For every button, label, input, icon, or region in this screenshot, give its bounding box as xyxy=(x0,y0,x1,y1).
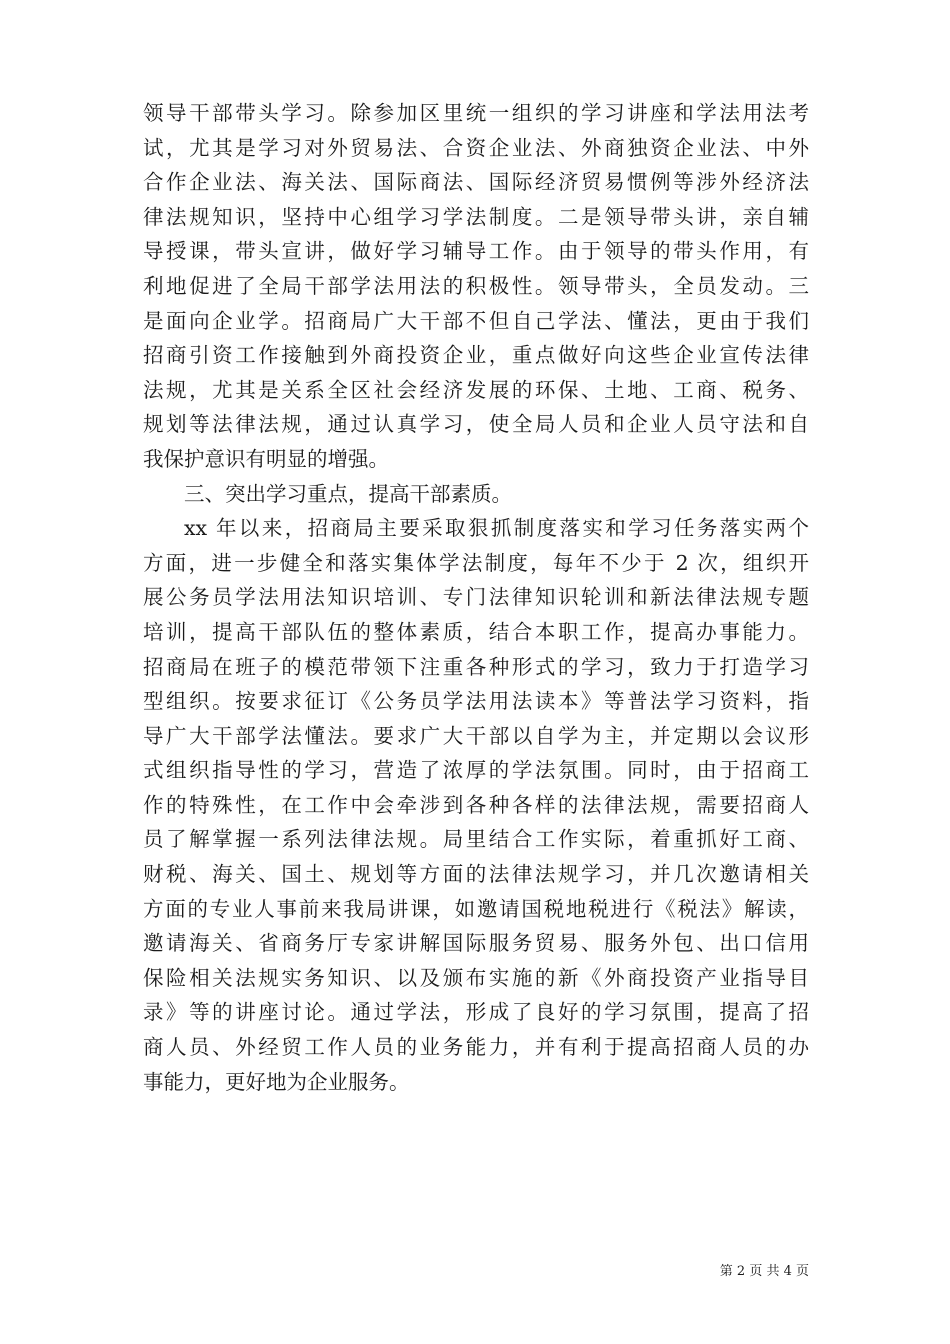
text-line-5: 导授课，带头宣讲，做好学习辅导工作。由于领导的带头作用，有 xyxy=(143,239,809,264)
text-line-29: 事能力，更好地为企业服务。 xyxy=(143,1069,410,1094)
text-line-17: 招商局在班子的模范带领下注重各种形式的学习，致力于打造学习 xyxy=(143,654,809,679)
text-line-22: 员了解掌握一系列法律法规。局里结合工作实际，着重抓好工商、 xyxy=(143,827,809,852)
text-line-2: 试，尤其是学习对外贸易法、合资企业法、外商独资企业法、中外 xyxy=(143,135,809,160)
text-line-18: 型组织。按要求征订《公务员学法用法读本》等普法学习资料，指 xyxy=(143,689,809,714)
text-line-1: 领导干部带头学习。除参加区里统一组织的学习讲座和学法用法考 xyxy=(143,101,809,125)
text-line-6: 利地促进了全局干部学法用法的积极性。领导带头，全员发动。三 xyxy=(143,273,809,298)
document-body xyxy=(143,96,809,1099)
text-line-10: 规划等法律法规，通过认真学习，使全局人员和企业人员守法和自 xyxy=(143,412,809,437)
text-line-24: 方面的专业人事前来我局讲课，如邀请国税地税进行《税法》解读， xyxy=(143,896,809,921)
text-line-3: 合作企业法、海关法、国际商法、国际经济贸易惯例等涉外经济法 xyxy=(143,170,809,195)
text-line-8: 招商引资工作接触到外商投资企业，重点做好向这些企业宣传法律 xyxy=(143,343,809,368)
text-line-27: 录》等的讲座讨论。通过学法，形成了良好的学习氛围，提高了招 xyxy=(143,1000,809,1025)
page-number-footer: 第 2 页 共 4 页 xyxy=(719,1264,809,1279)
text-line-26: 保险相关法规实务知识、以及颁布实施的新《外商投资产业指导目 xyxy=(143,965,809,990)
text-line-21: 作的特殊性，在工作中会牵涉到各种各样的法律法规，需要招商人 xyxy=(143,792,809,817)
section-heading: 三、突出学习重点，提高干部素质。 xyxy=(184,481,512,506)
text-line-23: 财税、海关、国土、规划等方面的法律法规学习，并几次邀请相关 xyxy=(143,862,809,887)
text-line-20: 式组织指导性的学习，营造了浓厚的学法氛围。同时，由于招商工 xyxy=(143,758,809,783)
text-line-25: 邀请海关、省商务厅专家讲解国际服务贸易、服务外包、出口信用 xyxy=(143,931,809,956)
text-line-19: 导广大干部学法懂法。要求广大干部以自学为主，并定期以会议形 xyxy=(143,723,809,748)
text-line-15: 展公务员学法用法知识培训、专门法律知识轮训和新法律法规专题 xyxy=(143,585,809,610)
text-line-28: 商人员、外经贸工作人员的业务能力，并有利于提高招商人员的办 xyxy=(143,1035,809,1060)
text-line-7: 是面向企业学。招商局广大干部不但自己学法、懂法，更由于我们 xyxy=(143,308,809,333)
text-line-16: 培训，提高干部队伍的整体素质，结合本职工作，提高办事能力。 xyxy=(143,619,809,644)
text-line-13: xx 年以来，招商局主要采取狠抓制度落实和学习任务落实两个 xyxy=(184,516,809,541)
text-line-14: 方面，进一步健全和落实集体学法制度，每年不少于 2 次，组织开 xyxy=(143,550,809,575)
text-line-9: 法规，尤其是关系全区社会经济发展的环保、土地、工商、税务、 xyxy=(143,377,809,402)
text-line-11: 我保护意识有明显的增强。 xyxy=(143,446,389,471)
text-line-4: 律法规知识，坚持中心组学习学法制度。二是领导带头讲，亲自辅 xyxy=(143,204,809,229)
